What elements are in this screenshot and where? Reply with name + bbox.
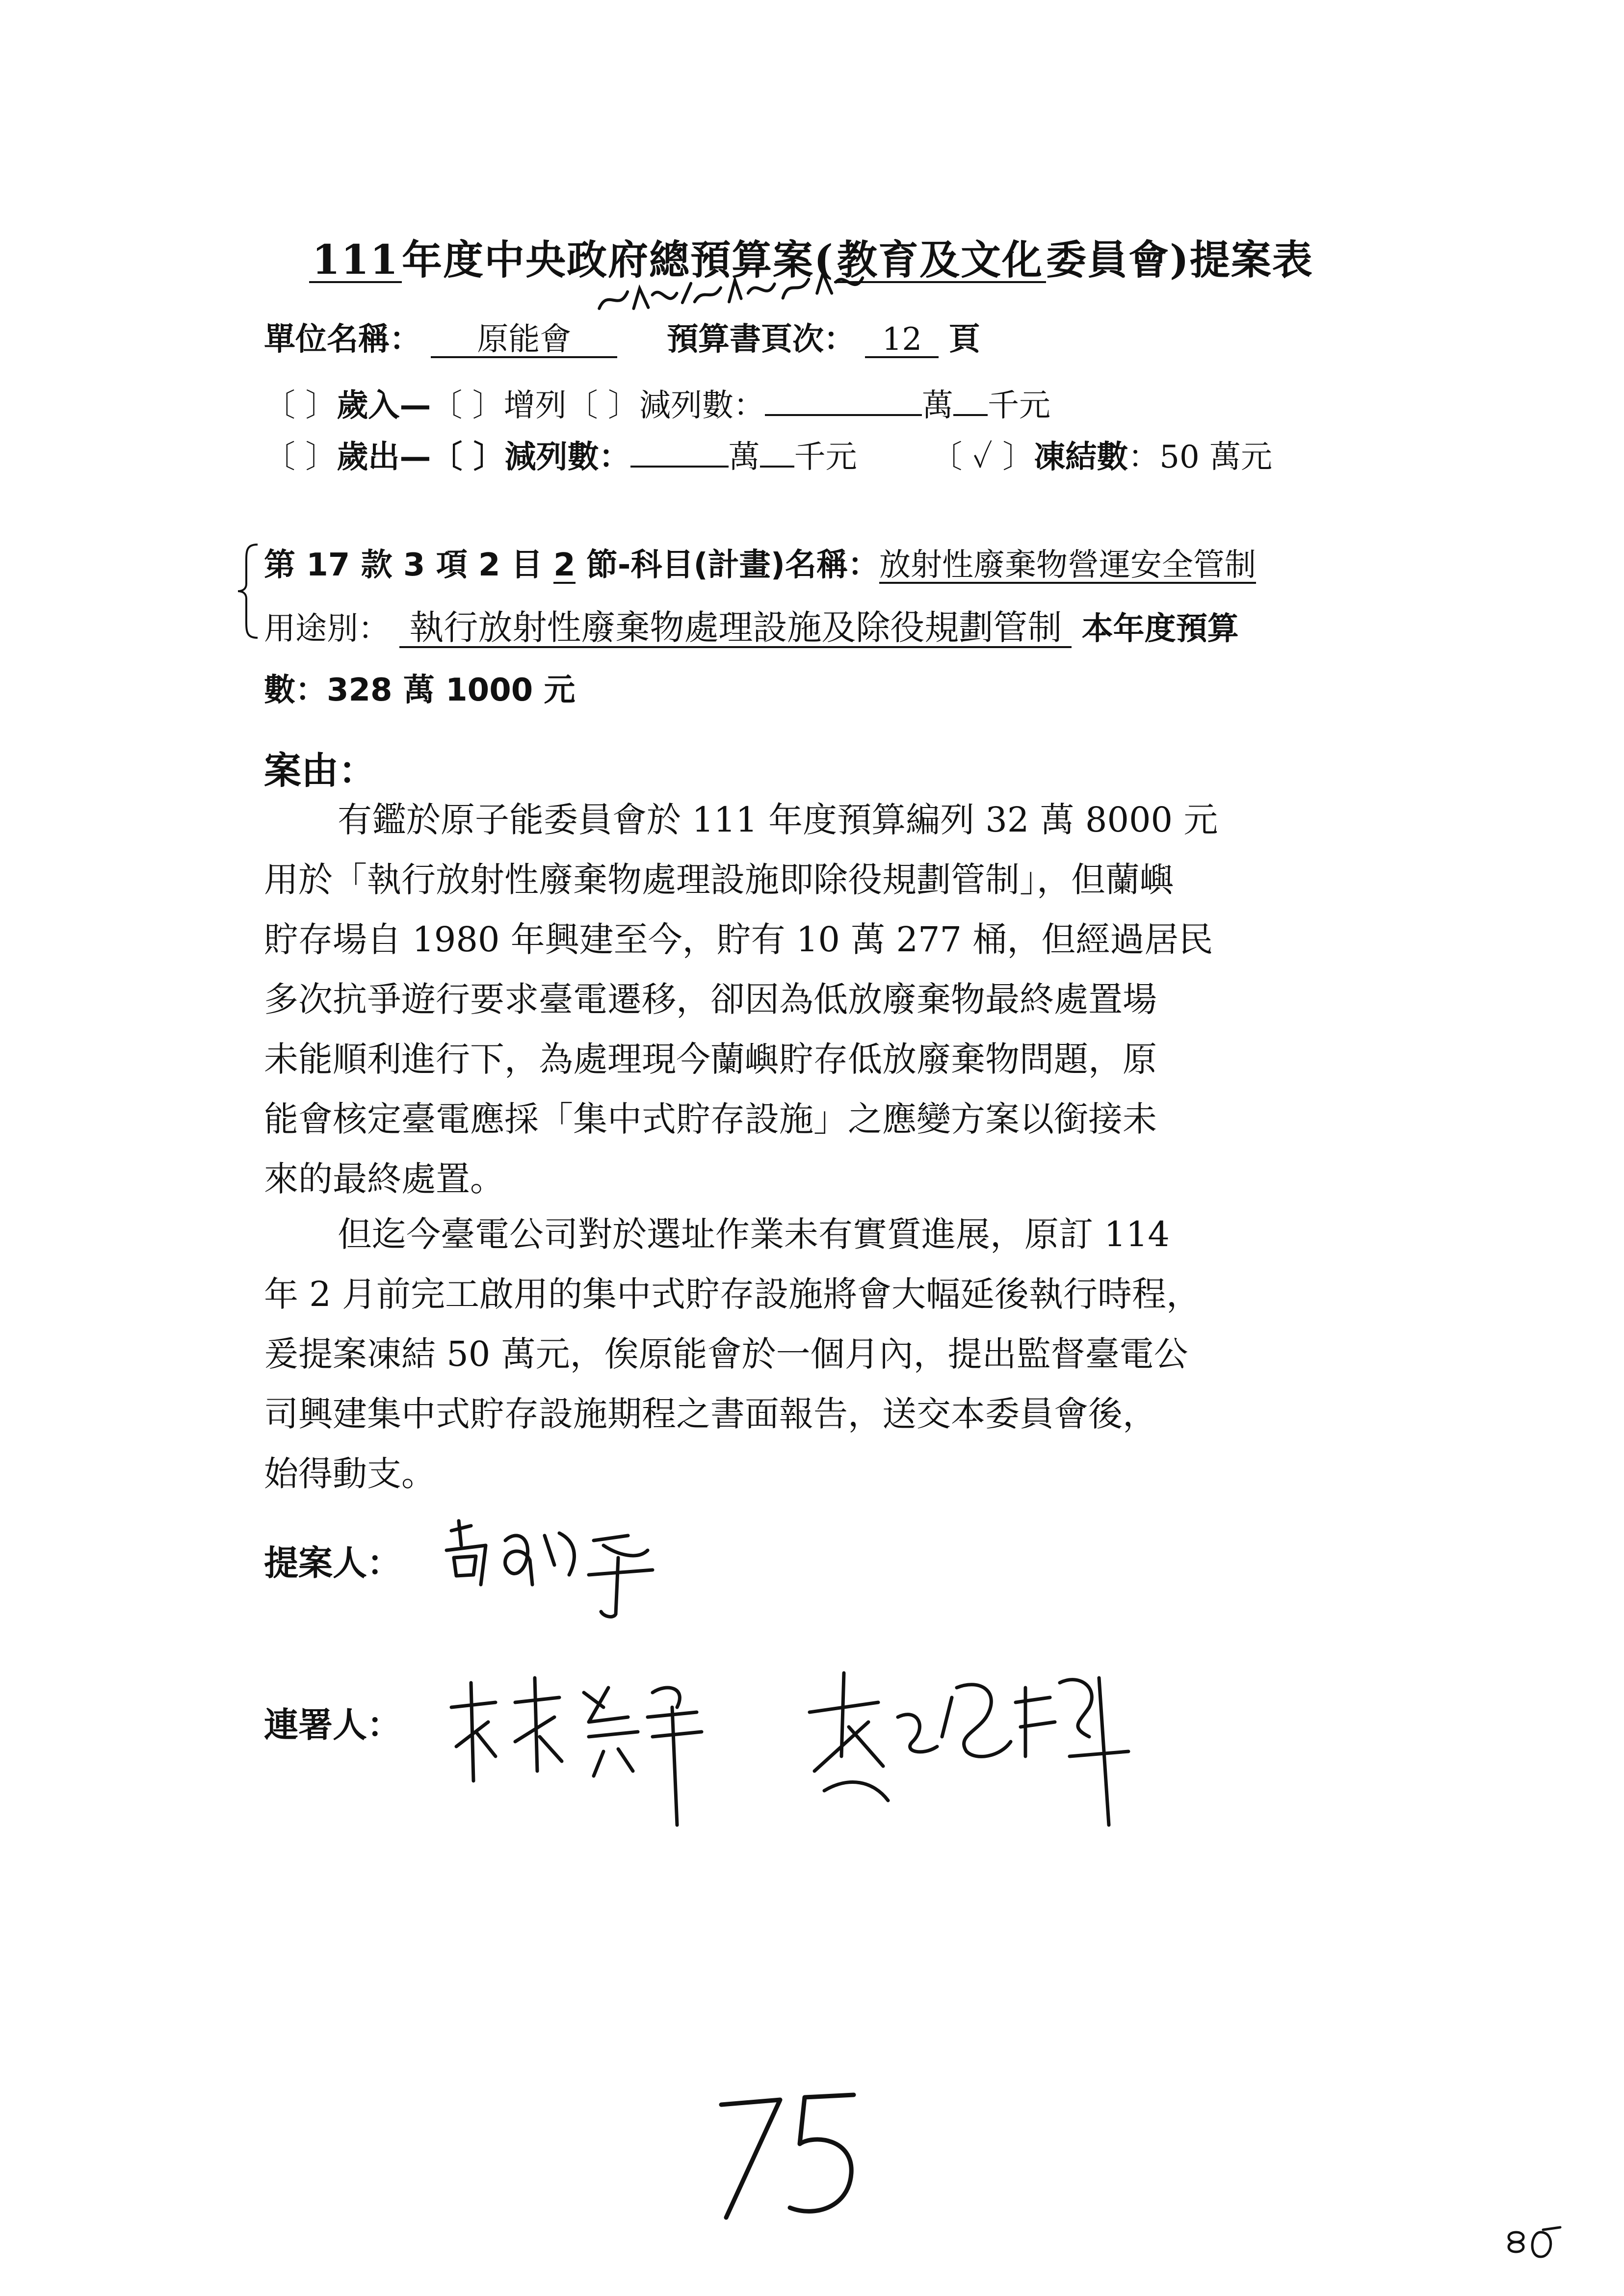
purpose-value: 執行放射性廢棄物處理設施及除役規劃管制 <box>399 610 1072 648</box>
paragraph-line: 來的最終處置。 <box>264 1159 504 1199</box>
cosigner-signature-2 <box>795 1658 1148 1835</box>
program-name: 放射性廢棄物營運安全管制 <box>879 547 1256 583</box>
item-line-2 <box>264 603 1239 649</box>
left-brace <box>236 542 260 640</box>
paragraph-line: 未能順利進行下，為處理現今蘭嶼貯存低放廢棄物問題，原 <box>264 1039 1157 1079</box>
revenue-checkbox: 〔 〕 <box>264 388 337 424</box>
item-prefix: 第 17 款 3 項 2 目 <box>264 547 554 583</box>
title-text-a: 年度中央政府總預算案( <box>402 236 834 284</box>
expense-amount-blank <box>630 437 729 468</box>
budget-label: 本年度預算 <box>1081 611 1239 647</box>
expense-checkbox: 〔 〕 <box>264 439 337 475</box>
freeze-value: ：50 萬元 <box>1128 439 1273 475</box>
paragraph-line: 但迄今臺電公司對於選址作業未有實質進展，原訂 114 <box>338 1214 1170 1254</box>
page-label: 預算書頁次： <box>667 321 856 358</box>
unit-row <box>264 314 980 359</box>
corner-page-number <box>1501 2222 1570 2264</box>
revenue-decrease: 〔 〕減列數： <box>566 388 765 424</box>
expense-thousand-blank <box>760 437 794 468</box>
page-value: 12 <box>865 323 939 358</box>
revenue-unit-wan: 萬 <box>922 388 954 424</box>
cosigner-signature-1 <box>442 1663 716 1840</box>
handwritten-page-number <box>707 2085 883 2234</box>
fiscal-year: 111 <box>309 239 402 283</box>
revenue-thousand-blank <box>953 386 988 416</box>
paragraph-line: 爰提案凍結 50 萬元，俟原能會於一個月內，提出監督臺電公 <box>264 1334 1188 1374</box>
freeze-label: 凍結數 <box>1034 439 1128 475</box>
paragraph-line: 司興建集中式貯存設施期程之書面報告，送交本委員會後， <box>264 1394 1157 1434</box>
expense-row <box>264 432 1272 477</box>
expense-unit-wan: 萬 <box>728 439 760 475</box>
committee-name: 教育及文化 <box>834 239 1046 283</box>
page-unit: 頁 <box>948 321 980 358</box>
expense-unit-qian: 千元 <box>794 439 857 475</box>
revenue-amount-blank <box>765 386 922 416</box>
paragraph-line: 年 2 月前完工啟用的集中式貯存設施將會大幅延後執行時程， <box>264 1274 1201 1314</box>
reason-heading: 案由： <box>264 749 376 792</box>
revenue-increase: 〔 〕增列 <box>431 388 567 424</box>
purpose-label: 用途別： <box>264 611 390 647</box>
proposer-signature <box>432 1511 687 1624</box>
expense-decrease: 〔 〕減列數： <box>431 439 630 475</box>
paragraph-line: 能會核定臺電應採「集中式貯存設施」之應變方案以銜接未 <box>264 1099 1157 1139</box>
budget-value: 數：328 萬 1000 元 <box>264 672 576 708</box>
title-text-b: 委員會)提案表 <box>1046 236 1313 284</box>
freeze-checkbox: 〔 ✓ 〕 <box>931 439 1034 475</box>
unit-label: 單位名稱： <box>264 321 421 358</box>
reason-paragraph-1 <box>264 790 1412 1209</box>
page-number-75-mark <box>707 2085 883 2232</box>
cosigner-label: 連署人： <box>264 1705 401 1745</box>
proposer-label: 提案人： <box>264 1543 401 1583</box>
page-number-80-mark <box>1501 2222 1570 2262</box>
paragraph-line: 貯存場自 1980 年興建至今，貯有 10 萬 277 桶，但經過居民 <box>264 919 1213 960</box>
revenue-row <box>264 380 1050 425</box>
expense-label: 歲出— <box>337 439 431 475</box>
paragraph-line: 用於「執行放射性廢棄物處理設施即除役規劃管制」，但蘭嶼 <box>264 860 1174 900</box>
paragraph-line: 有鑑於原子能委員會於 111 年度預算編列 32 萬 8000 元 <box>338 800 1218 840</box>
revenue-label: 歲入— <box>337 388 431 424</box>
revenue-unit-qian: 千元 <box>988 388 1051 424</box>
reason-paragraph-2 <box>264 1204 1412 1504</box>
paragraph-line: 多次抗爭遊行要求臺電遷移，卻因為低放廢棄物最終處置場 <box>264 979 1157 1019</box>
item-line-1 <box>264 540 1256 585</box>
unit-value: 原能會 <box>431 323 617 358</box>
item-mid: 節-科目(計畫)名稱： <box>575 547 879 583</box>
paragraph-line: 始得動支。 <box>264 1454 436 1494</box>
section-number: 2 <box>553 547 576 583</box>
